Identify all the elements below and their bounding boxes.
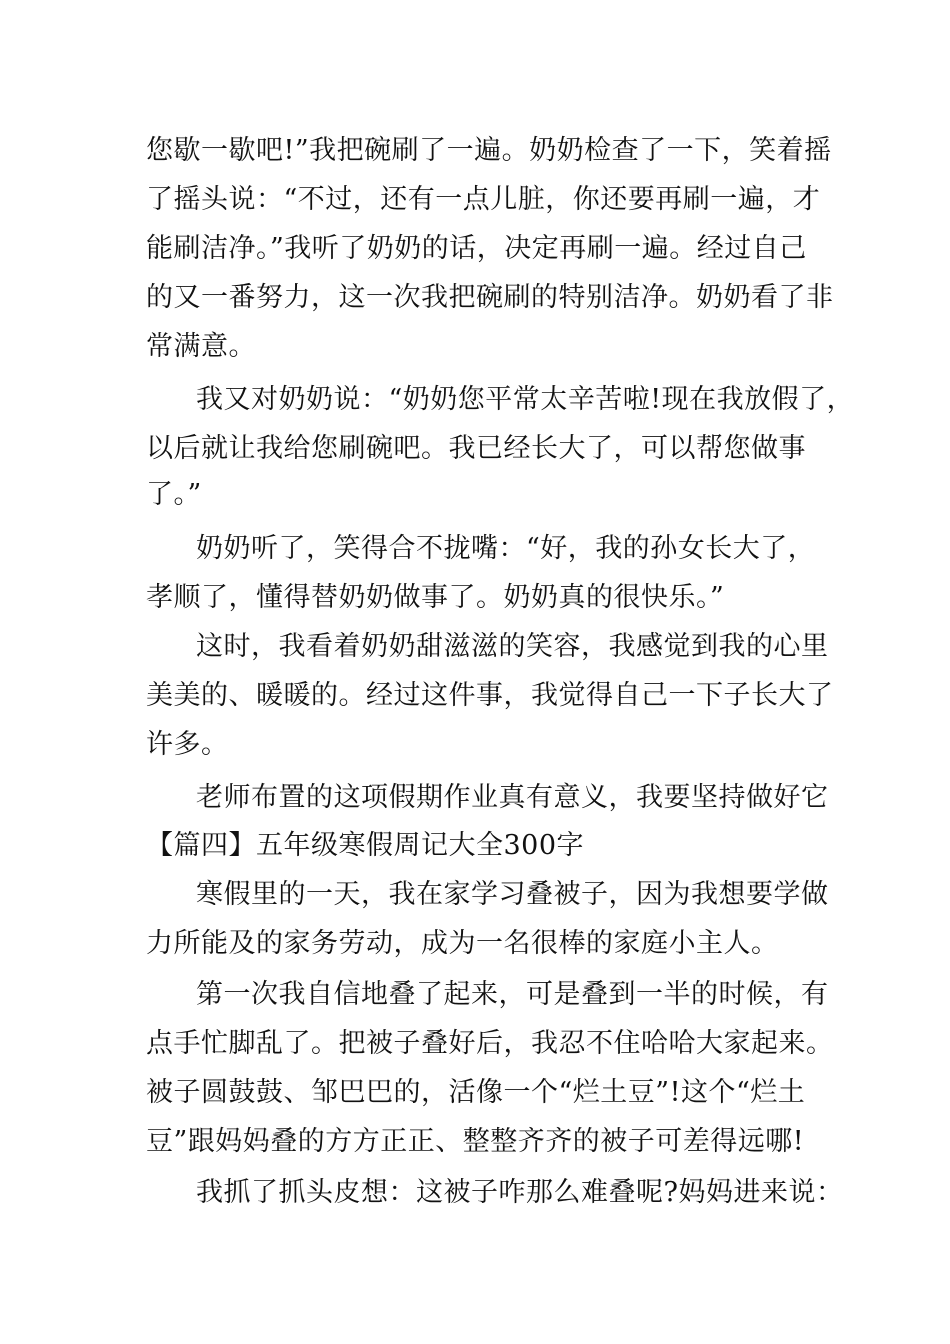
text-line: 的又一番努力，这一次我把碗刷的特别洁净。奶奶看了非 bbox=[146, 282, 834, 313]
text-line: 能刷洁净。”我听了奶奶的话，决定再刷一遍。经过自己 bbox=[146, 233, 807, 264]
text-line: 许多。 bbox=[146, 729, 229, 760]
text-line: 孝顺了，懂得替奶奶做事了。奶奶真的很快乐。” bbox=[146, 582, 725, 613]
paragraph-start-line: 我又对奶奶说：“奶奶您平常太辛苦啦!现在我放假了， bbox=[196, 384, 855, 415]
paragraph-start-line: 寒假里的一天，我在家学习叠被子，因为我想要学做 bbox=[196, 879, 829, 910]
paragraph-start-line: 奶奶听了，笑得合不拢嘴：“好，我的孙女长大了， bbox=[196, 533, 816, 564]
text-line: 豆”跟妈妈叠的方方正正、整整齐齐的被子可差得远哪! bbox=[146, 1126, 805, 1157]
text-line: 美美的、暖暖的。经过这件事，我觉得自己一下子长大了 bbox=[146, 680, 834, 711]
text-line: 常满意。 bbox=[146, 331, 256, 362]
paragraph-start-line: 第一次我自信地叠了起来，可是叠到一半的时候，有 bbox=[196, 979, 829, 1010]
text-line: 了摇头说：“不过，还有一点儿脏，你还要再刷一遍，才 bbox=[146, 184, 821, 215]
paragraph-start-line: 我抓了抓头皮想：这被子咋那么难叠呢?妈妈进来说： bbox=[196, 1177, 844, 1208]
section-heading: 【篇四】五年级寒假周记大全300字 bbox=[146, 830, 585, 861]
text-line: 点手忙脚乱了。把被子叠好后，我忍不住哈哈大家起来。 bbox=[146, 1028, 834, 1059]
text-line: 您歇一歇吧!”我把碗刷了一遍。奶奶检查了一下，笑着摇 bbox=[146, 135, 832, 166]
paragraph-start-line: 这时，我看着奶奶甜滋滋的笑容，我感觉到我的心里 bbox=[196, 631, 829, 662]
paragraph-start-line: 老师布置的这项假期作业真有意义，我要坚持做好它 bbox=[196, 782, 829, 813]
text-line: 以后就让我给您刷碗吧。我已经长大了，可以帮您做事 bbox=[146, 433, 806, 464]
text-line: 了。” bbox=[146, 479, 202, 510]
text-line: 力所能及的家务劳动，成为一名很棒的家庭小主人。 bbox=[146, 928, 779, 959]
text-line: 被子圆鼓鼓、邹巴巴的，活像一个“烂土豆”!这个“烂土 bbox=[146, 1077, 806, 1108]
